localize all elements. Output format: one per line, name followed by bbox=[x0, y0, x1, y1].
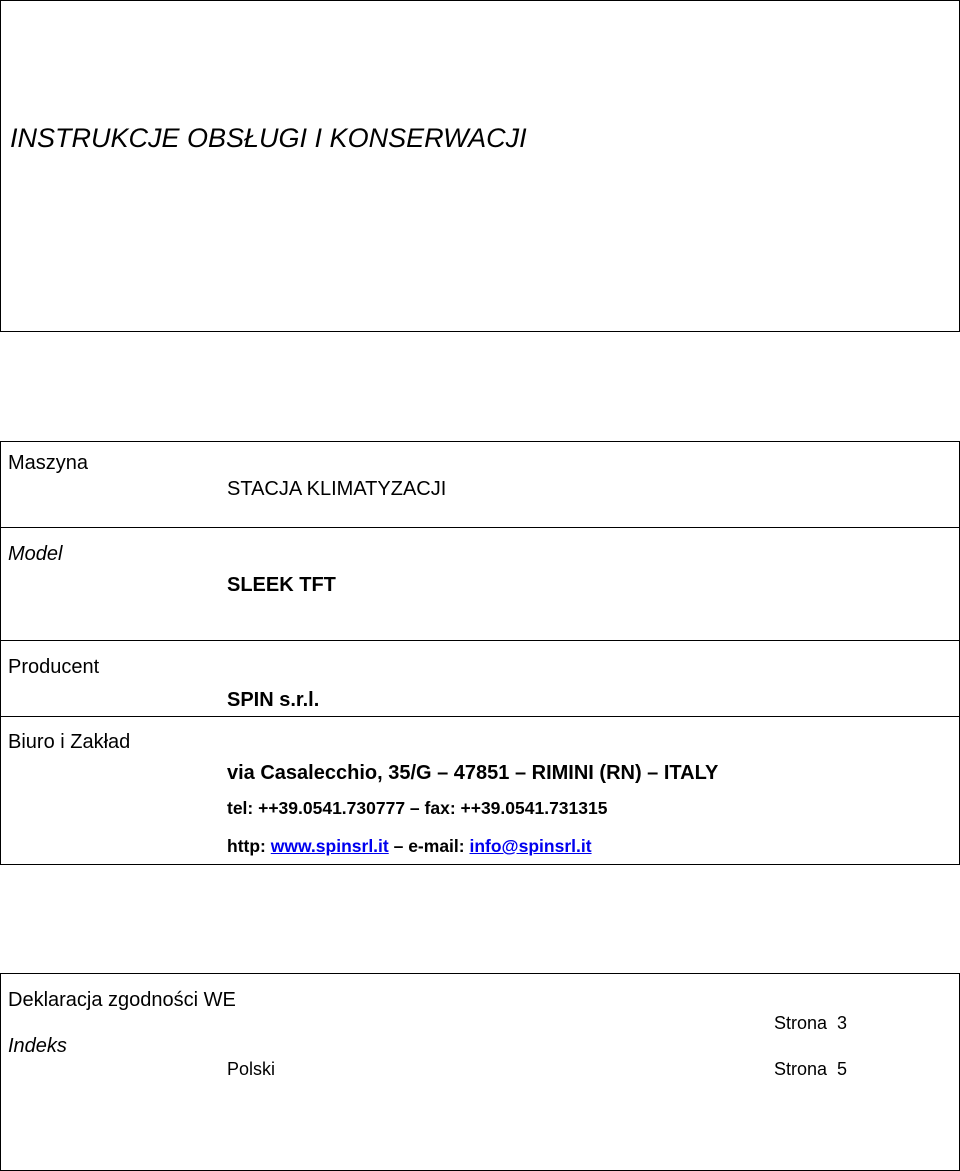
index-label: Indeks bbox=[8, 1035, 67, 1057]
office-label: Biuro i Zakład bbox=[8, 731, 131, 753]
model-value: SLEEK TFT bbox=[227, 574, 336, 596]
language-label: Polski bbox=[227, 1059, 276, 1079]
website-link[interactable]: www.spinsrl.it bbox=[270, 836, 389, 856]
machine-label: Maszyna bbox=[8, 452, 89, 474]
title-box bbox=[0, 0, 960, 332]
contact-line bbox=[227, 838, 592, 856]
row-divider bbox=[0, 527, 960, 528]
document-title: INSTRUKCJE OBSŁUGI I KONSERWACJI bbox=[10, 123, 527, 153]
row-divider bbox=[0, 640, 960, 641]
producer-label: Producent bbox=[8, 656, 100, 678]
http-label: http: bbox=[227, 836, 266, 856]
email-label: – e-mail: bbox=[393, 836, 465, 856]
language-page: Strona 5 bbox=[774, 1059, 848, 1079]
declaration-page: Strona 3 bbox=[774, 1013, 848, 1033]
phone-line: tel: ++39.0541.730777 – fax: ++39.0541.731315 bbox=[227, 798, 608, 818]
producer-value: SPIN s.r.l. bbox=[227, 689, 320, 711]
declaration-label: Deklaracja zgodności WE bbox=[8, 989, 236, 1011]
address-line: via Casalecchio, 35/G – 47851 – RIMINI (RN) – ITALY bbox=[227, 762, 719, 784]
machine-value: STACJA KLIMATYZACJI bbox=[227, 478, 447, 500]
row-divider bbox=[0, 716, 960, 717]
model-label: Model bbox=[8, 543, 63, 565]
email-link[interactable]: info@spinsrl.it bbox=[469, 836, 592, 856]
